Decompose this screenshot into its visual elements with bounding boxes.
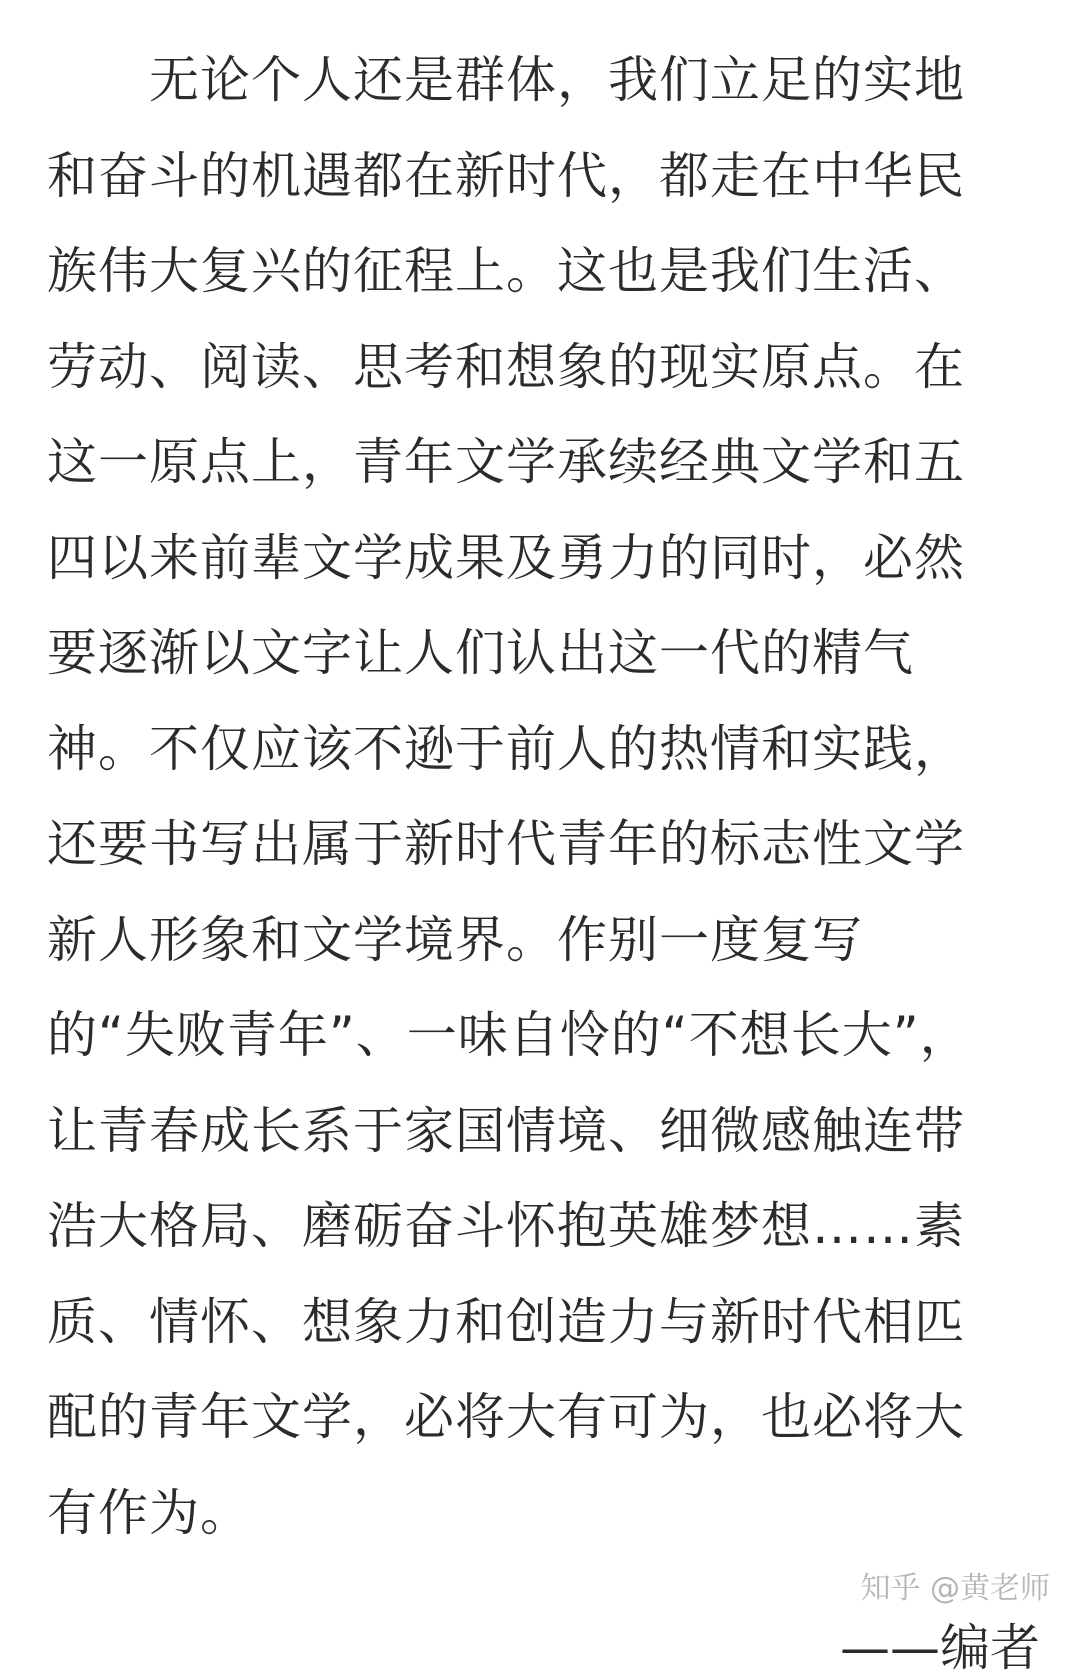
article-line: 浩大格局、磨砺奋斗怀抱英雄梦想……素 [47,1197,965,1255]
article-line: 新人形象和文学境界。作别一度复写 [47,910,863,969]
article-line: 神。不仅应该不逊于前人的热情和实践， [47,719,965,778]
editor-signature: ——编者 [840,1619,1040,1677]
article-line: 这一原点上，青年文学承续经典文学和五 [47,433,965,491]
article-line: 还要书写出属于新时代青年的标志性文学 [47,815,965,873]
article-line: 有作为。 [47,1483,251,1542]
article-body [47,40,1027,1568]
article-line: 无论个人还是群体，我们立足的实地 [47,51,965,109]
article-line: 族伟大复兴的征程上。这也是我们生活、 [47,242,965,300]
article-line: 的“失败青年”、一味自怜的“不想长大”， [47,1006,971,1064]
article-line: 配的青年文学，必将大有可为，也必将大 [47,1388,965,1446]
article-line: 质、情怀、想象力和创造力与新时代相匹 [47,1292,965,1351]
article-line: 要逐渐以文字让人们认出这一代的精气 [47,624,914,682]
article-line: 劳动、阅读、思考和想象的现实原点。在 [47,337,965,396]
article-line: 和奋斗的机遇都在新时代，都走在中华民 [47,146,965,205]
article-line: 让青春成长系于家国情境、细微感触连带 [47,1101,965,1160]
article-line: 四以来前辈文学成果及勇力的同时，必然 [47,528,965,587]
zhihu-watermark: 知乎 @黄老师 [860,1571,1050,1606]
